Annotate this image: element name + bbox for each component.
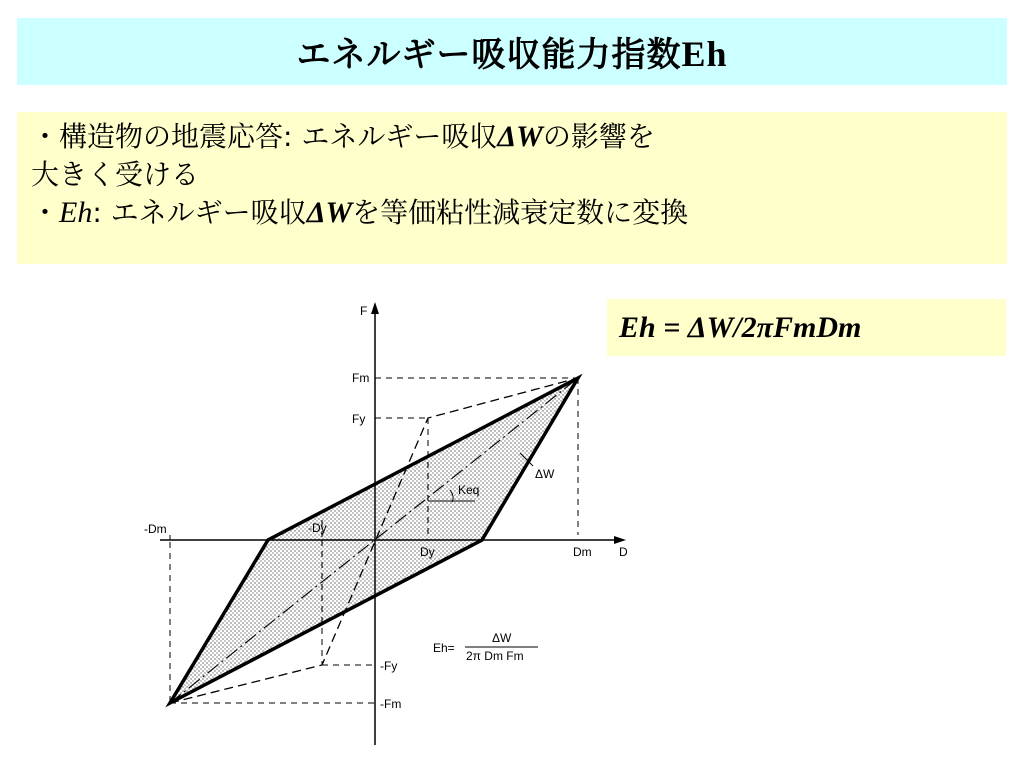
label-axis-f: F <box>360 304 368 318</box>
label-fy: Fy <box>352 412 366 426</box>
bullet-3-dot: ・ <box>31 196 60 229</box>
label-neg-dm: -Dm <box>144 522 167 536</box>
label-neg-fm: -Fm <box>380 697 402 711</box>
label-neg-fy: -Fy <box>380 659 398 673</box>
bullet-line-1 <box>31 118 1007 156</box>
eh-formula-denominator: 2π Dm Fm <box>466 649 524 663</box>
bullet-line-2: 大きく受ける <box>31 158 200 191</box>
bullet-1-suffix: の影響を <box>542 120 655 153</box>
d-axis-arrow <box>614 536 626 544</box>
label-keq: Keq <box>458 483 480 497</box>
label-neg-dy: -Dy <box>308 521 327 535</box>
hysteresis-diagram <box>130 290 650 760</box>
title-bar <box>17 18 1007 85</box>
bullet-3-prefix: : エネルギー吸収 <box>92 196 307 229</box>
bullet-3-dw: ΔW <box>306 196 353 229</box>
formula-text: Eh = ΔW/2πFmDm <box>619 310 862 344</box>
formula-box <box>607 299 1006 356</box>
bullet-line-3 <box>31 194 1007 232</box>
bullet-box <box>17 112 1007 264</box>
label-dm: Dm <box>573 545 592 559</box>
bullet-1-prefix: ・構造物の地震応答: エネルギー吸収 <box>31 120 498 153</box>
label-fm: Fm <box>352 371 370 385</box>
title-main: エネルギー吸収能力指数 <box>296 35 682 75</box>
title-latin: Eh <box>681 34 728 74</box>
label-dw: ΔW <box>535 467 555 481</box>
bullet-3-eh: Eh <box>59 196 93 229</box>
bullet-3-suffix: を等価粘性減衰定数に変換 <box>352 196 689 229</box>
eh-formula-numerator: ΔW <box>492 631 512 645</box>
label-axis-d: D <box>619 545 628 559</box>
slide-title <box>296 27 727 76</box>
bullet-1-dw: ΔW <box>497 120 543 153</box>
f-axis-arrow <box>371 302 379 314</box>
eh-formula-lhs: Eh= <box>433 641 455 655</box>
label-dy: Dy <box>420 545 435 559</box>
